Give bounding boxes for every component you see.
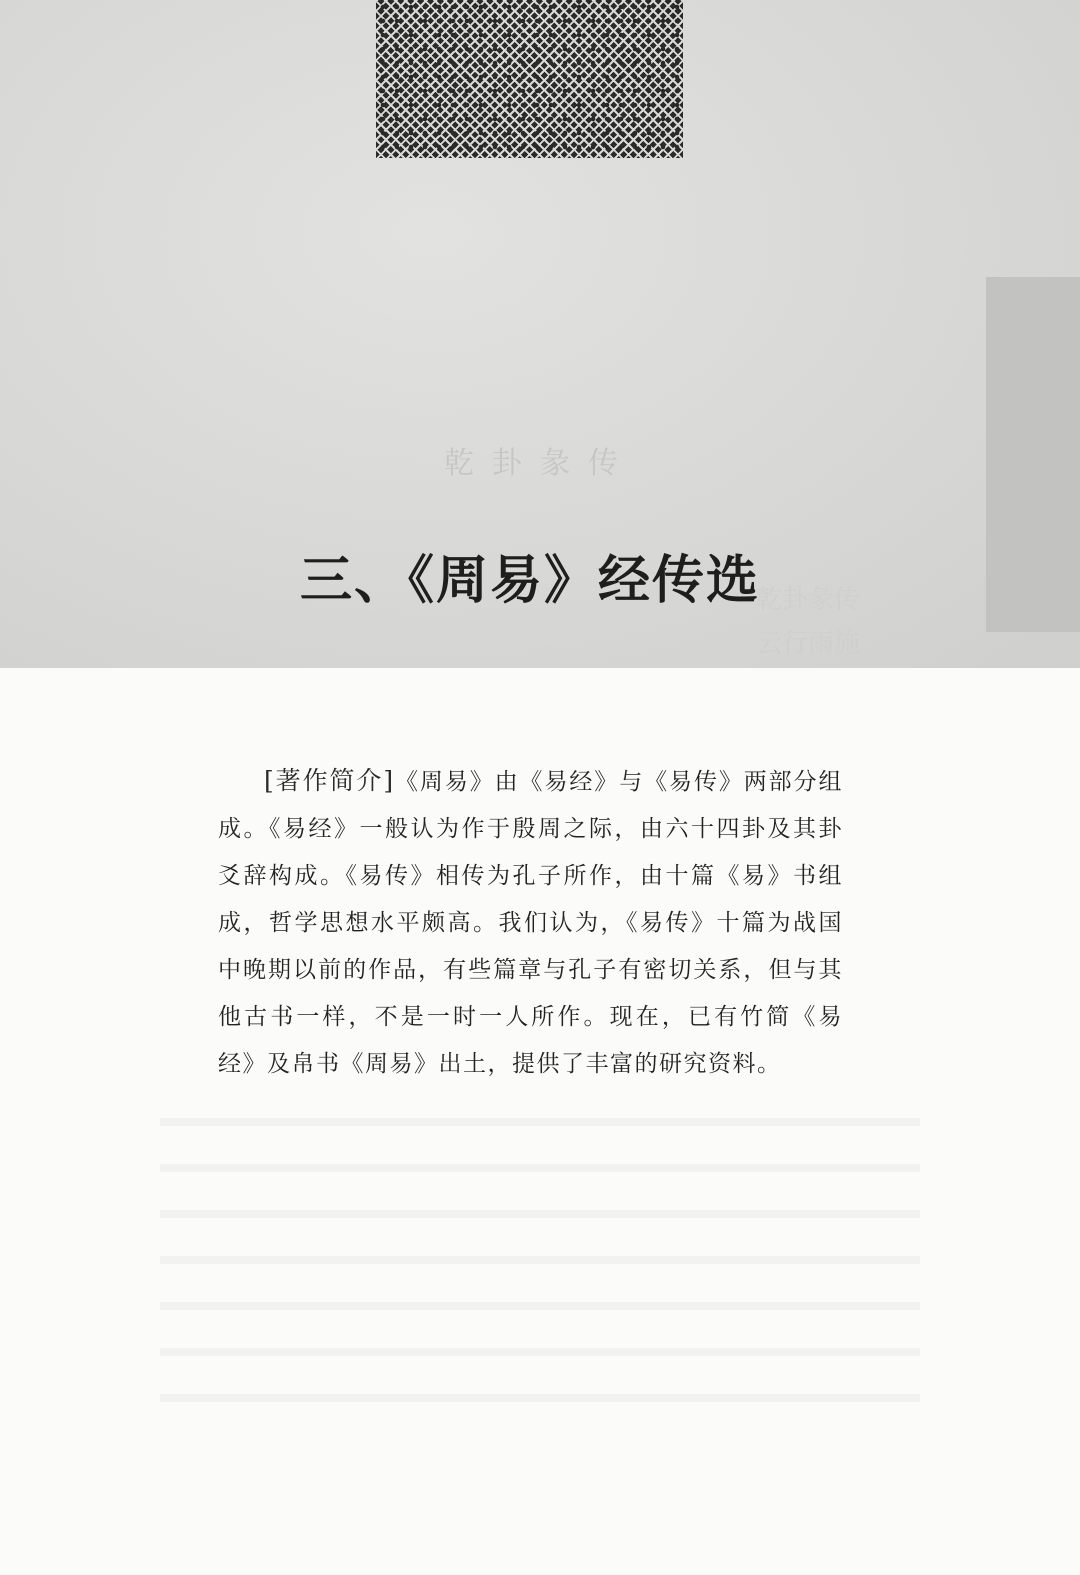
ghost-line: 云行雨施	[755, 629, 860, 659]
faded-subtitle: 乾卦彖传	[444, 446, 636, 481]
chapter-title: 三、《周易》经传选	[299, 550, 760, 611]
decorative-pattern	[376, 0, 683, 158]
ghost-line: 乾卦彖传	[755, 585, 860, 615]
intro-body: 《周易》由《易经》与《易传》两部分组成。《易经》一般认为作于殷周之际，由六十四卦及其卦爻辞构成。《易传》相传为孔子所作，由十篇《易》书组成，哲学思想水平颇高。我们认为，《易传》十篇为战国中晚期以前的作品，有些篇章与孔子有密切关系，但与其他古书一样，不是一时一人所作。现在，已有竹简《易经》及帛书《周易》出土，提供了丰富的研究资料。	[218, 769, 844, 1077]
bleed-through	[160, 1080, 920, 1430]
intro-paragraph	[218, 757, 843, 1088]
intro-label: [著作简介]	[264, 766, 395, 795]
